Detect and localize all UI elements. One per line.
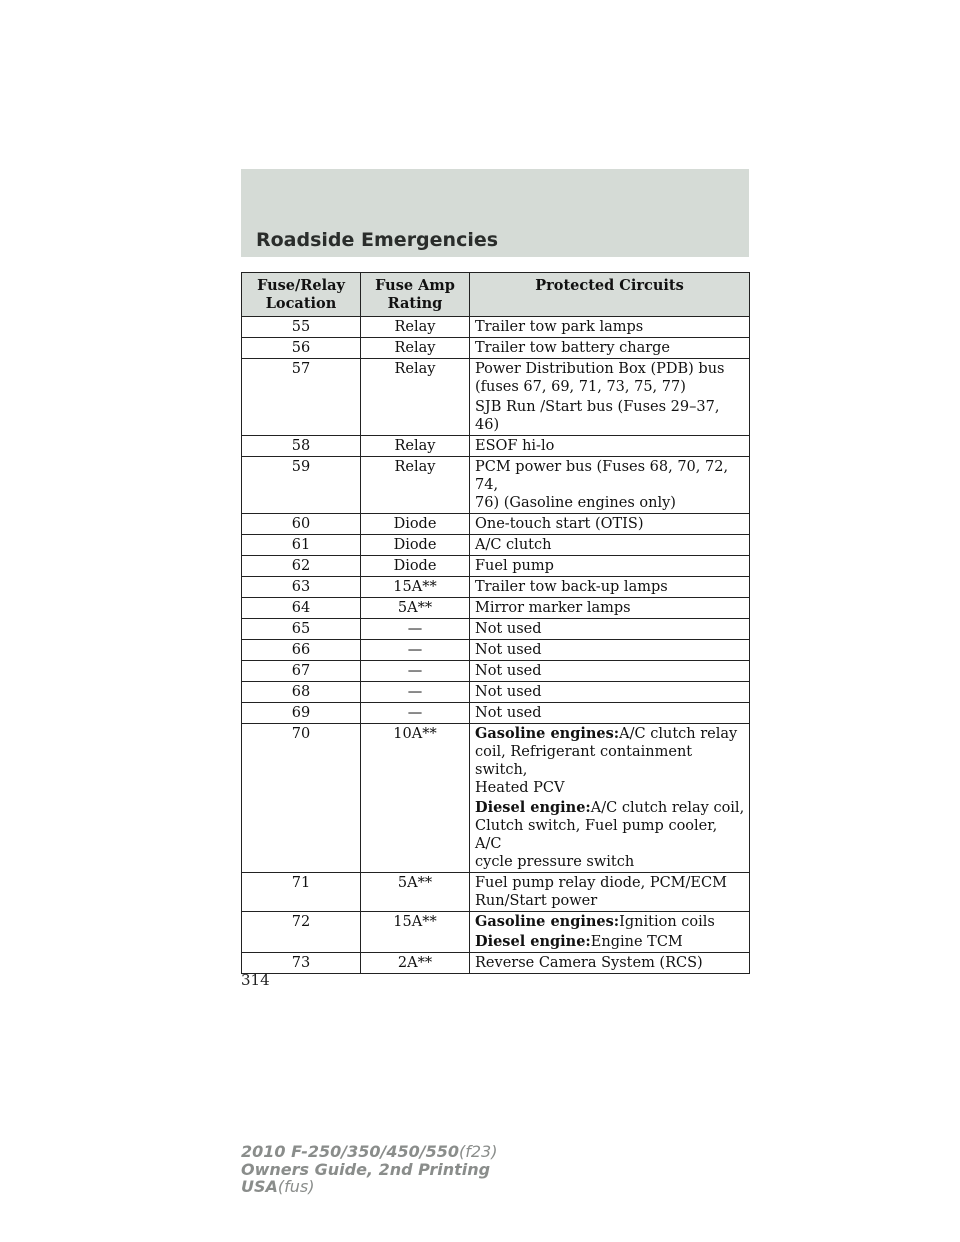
fuse-location-cell: 65: [242, 619, 361, 640]
circuit-line: [475, 704, 747, 722]
circuit-line: [475, 683, 747, 701]
fuse-location-cell: 66: [242, 640, 361, 661]
circuit-line: [475, 318, 747, 336]
fuse-location-cell: 63: [242, 577, 361, 598]
circuit-line: [475, 874, 747, 892]
circuit-line: [475, 437, 747, 455]
protected-circuits-cell: [470, 873, 750, 912]
circuit-engine-label: Diesel engine:: [475, 933, 591, 950]
header-line: Fuse/Relay: [257, 277, 345, 294]
section-title: Roadside Emergencies: [256, 229, 499, 251]
table-row: [242, 436, 750, 457]
circuit-paragraph: [475, 515, 747, 533]
circuit-text: Heated PCV: [475, 780, 565, 796]
circuit-line: [475, 515, 747, 533]
table-row: [242, 953, 750, 974]
fuse-location-cell: 64: [242, 598, 361, 619]
footer-line-2: [241, 1161, 497, 1179]
circuit-line: [475, 743, 747, 779]
circuit-paragraph: [475, 725, 747, 797]
fuse-location-cell: 61: [242, 535, 361, 556]
fuse-rating-cell: —: [361, 703, 470, 724]
circuit-text: Ignition coils: [619, 914, 715, 930]
circuit-text: Power Distribution Box (PDB) bus: [475, 361, 725, 377]
fuse-table-body: [242, 317, 750, 974]
fuse-location-cell: 73: [242, 953, 361, 974]
footer-line-3: [241, 1178, 497, 1196]
protected-circuits-cell: [470, 682, 750, 703]
header-line: Fuse Amp: [375, 277, 455, 294]
circuit-engine-label: Gasoline engines:: [475, 725, 620, 742]
circuit-line: [475, 557, 747, 575]
circuit-line: [475, 398, 747, 434]
circuit-line: [475, 933, 747, 951]
fuse-rating-cell: Diode: [361, 535, 470, 556]
protected-circuits-cell: [470, 598, 750, 619]
fuse-table: [241, 272, 750, 974]
circuit-text: 76) (Gasoline engines only): [475, 495, 676, 511]
circuit-line: [475, 799, 747, 817]
protected-circuits-cell: [470, 317, 750, 338]
protected-circuits-cell: [470, 338, 750, 359]
protected-circuits-cell: [470, 912, 750, 953]
circuit-paragraph: [475, 620, 747, 638]
circuit-paragraph: [475, 662, 747, 680]
circuit-line: [475, 725, 747, 743]
fuse-rating-cell: —: [361, 619, 470, 640]
circuit-line: [475, 360, 747, 378]
page-number: 314: [241, 971, 270, 989]
table-header-row: [242, 273, 750, 317]
circuit-paragraph: [475, 933, 747, 951]
fuse-rating-cell: 15A**: [361, 577, 470, 598]
fuse-rating-cell: —: [361, 682, 470, 703]
fuse-location-cell: 59: [242, 457, 361, 514]
protected-circuits-cell: [470, 953, 750, 974]
table-row: [242, 703, 750, 724]
footer-line-1: [241, 1143, 497, 1161]
fuse-location-cell: 55: [242, 317, 361, 338]
circuit-text: A/C clutch relay coil,: [590, 800, 745, 816]
circuit-text: Clutch switch, Fuel pump cooler, A/C: [475, 818, 718, 852]
header-line: Protected Circuits: [535, 277, 684, 294]
circuit-line: [475, 892, 747, 910]
fuse-location-cell: 71: [242, 873, 361, 912]
circuit-text: Not used: [475, 663, 542, 679]
circuit-paragraph: [475, 704, 747, 722]
circuit-paragraph: [475, 599, 747, 617]
circuit-paragraph: [475, 536, 747, 554]
table-row: [242, 514, 750, 535]
fuse-rating-cell: 5A**: [361, 873, 470, 912]
circuit-text: PCM power bus (Fuses 68, 70, 72, 74,: [475, 459, 729, 493]
circuit-text: Trailer tow back-up lamps: [475, 579, 668, 595]
fuse-location-cell: 60: [242, 514, 361, 535]
fuse-location-cell: 58: [242, 436, 361, 457]
circuit-text: A/C clutch relay: [619, 726, 738, 742]
circuit-text: Run/Start power: [475, 893, 598, 909]
col-header-circuits: [470, 273, 750, 317]
circuit-text: A/C clutch: [475, 537, 552, 553]
footer-region-code: (fus): [277, 1177, 315, 1196]
circuit-paragraph: [475, 557, 747, 575]
protected-circuits-cell: [470, 556, 750, 577]
protected-circuits-cell: [470, 703, 750, 724]
circuit-text: Fuel pump: [475, 558, 554, 574]
circuit-paragraph: [475, 318, 747, 336]
table-row: [242, 457, 750, 514]
fuse-rating-cell: —: [361, 640, 470, 661]
circuit-paragraph: [475, 437, 747, 455]
circuit-text: Not used: [475, 705, 542, 721]
circuit-line: [475, 620, 747, 638]
fuse-rating-cell: Diode: [361, 556, 470, 577]
protected-circuits-cell: [470, 535, 750, 556]
fuse-rating-cell: 15A**: [361, 912, 470, 953]
circuit-paragraph: [475, 578, 747, 596]
table-row: [242, 317, 750, 338]
fuse-location-cell: 69: [242, 703, 361, 724]
circuit-line: [475, 599, 747, 617]
table-row: [242, 619, 750, 640]
circuit-text: Not used: [475, 684, 542, 700]
circuit-line: [475, 458, 747, 494]
protected-circuits-cell: [470, 457, 750, 514]
protected-circuits-cell: [470, 619, 750, 640]
circuit-line: [475, 779, 747, 797]
circuit-text: Fuel pump relay diode, PCM/ECM: [475, 875, 727, 891]
circuit-line: [475, 913, 747, 931]
circuit-text: cycle pressure switch: [475, 854, 635, 870]
circuit-text: Not used: [475, 621, 542, 637]
table-row: [242, 724, 750, 873]
fuse-rating-cell: Diode: [361, 514, 470, 535]
header-line: Location: [265, 295, 337, 312]
footer-region: USA: [241, 1177, 278, 1196]
fuse-rating-cell: Relay: [361, 317, 470, 338]
circuit-text: Not used: [475, 642, 542, 658]
circuit-text: Reverse Camera System (RCS): [475, 955, 703, 971]
circuit-line: [475, 817, 747, 853]
circuit-line: [475, 853, 747, 871]
circuit-paragraph: [475, 874, 747, 910]
circuit-line: [475, 339, 747, 357]
col-header-rating: [361, 273, 470, 317]
protected-circuits-cell: [470, 640, 750, 661]
protected-circuits-cell: [470, 661, 750, 682]
circuit-line: [475, 641, 747, 659]
circuit-text: SJB Run /Start bus (Fuses 29–37, 46): [475, 399, 720, 433]
fuse-rating-cell: Relay: [361, 338, 470, 359]
table-row: [242, 640, 750, 661]
fuse-location-cell: 72: [242, 912, 361, 953]
circuit-text: One-touch start (OTIS): [475, 516, 644, 532]
circuit-paragraph: [475, 458, 747, 512]
protected-circuits-cell: [470, 514, 750, 535]
fuse-location-cell: 67: [242, 661, 361, 682]
circuit-text: Trailer tow park lamps: [475, 319, 644, 335]
header-line: Rating: [387, 295, 443, 312]
circuit-paragraph: [475, 641, 747, 659]
fuse-rating-cell: 10A**: [361, 724, 470, 873]
circuit-paragraph: [475, 339, 747, 357]
footer-edition: Owners Guide, 2nd Printing: [241, 1159, 491, 1179]
table-row: [242, 661, 750, 682]
table-row: [242, 682, 750, 703]
col-header-location: [242, 273, 361, 317]
circuit-text: coil, Refrigerant containment switch,: [475, 744, 693, 778]
footer: [241, 1143, 497, 1196]
circuit-line: [475, 494, 747, 512]
protected-circuits-cell: [470, 359, 750, 436]
fuse-rating-cell: Relay: [361, 359, 470, 436]
table-row: [242, 535, 750, 556]
fuse-location-cell: 62: [242, 556, 361, 577]
circuit-paragraph: [475, 913, 747, 931]
table-row: [242, 556, 750, 577]
circuit-paragraph: [475, 398, 747, 434]
circuit-line: [475, 954, 747, 972]
fuse-location-cell: 57: [242, 359, 361, 436]
footer-model: 2010 F-250/350/450/550: [241, 1142, 459, 1161]
table-row: [242, 598, 750, 619]
circuit-engine-label: Diesel engine:: [475, 799, 591, 816]
fuse-location-cell: 70: [242, 724, 361, 873]
circuit-paragraph: [475, 683, 747, 701]
protected-circuits-cell: [470, 724, 750, 873]
fuse-rating-cell: Relay: [361, 436, 470, 457]
fuse-rating-cell: 5A**: [361, 598, 470, 619]
circuit-text: Trailer tow battery charge: [475, 340, 671, 356]
circuit-line: [475, 578, 747, 596]
circuit-line: [475, 662, 747, 680]
circuit-engine-label: Gasoline engines:: [475, 913, 620, 930]
circuit-text: Mirror marker lamps: [475, 600, 631, 616]
table-row: [242, 577, 750, 598]
table-row: [242, 338, 750, 359]
circuit-line: [475, 536, 747, 554]
circuit-paragraph: [475, 360, 747, 396]
fuse-rating-cell: 2A**: [361, 953, 470, 974]
circuit-paragraph: [475, 799, 747, 871]
circuit-text: (fuses 67, 69, 71, 73, 75, 77): [475, 379, 686, 395]
circuit-line: [475, 378, 747, 396]
protected-circuits-cell: [470, 436, 750, 457]
footer-model-code: (f23): [459, 1142, 498, 1161]
fuse-rating-cell: Relay: [361, 457, 470, 514]
table-row: [242, 359, 750, 436]
circuit-text: Engine TCM: [590, 934, 683, 950]
protected-circuits-cell: [470, 577, 750, 598]
fuse-location-cell: 56: [242, 338, 361, 359]
circuit-text: ESOF hi-lo: [475, 438, 555, 454]
fuse-location-cell: 68: [242, 682, 361, 703]
table-row: [242, 873, 750, 912]
table-row: [242, 912, 750, 953]
fuse-rating-cell: —: [361, 661, 470, 682]
circuit-paragraph: [475, 954, 747, 972]
